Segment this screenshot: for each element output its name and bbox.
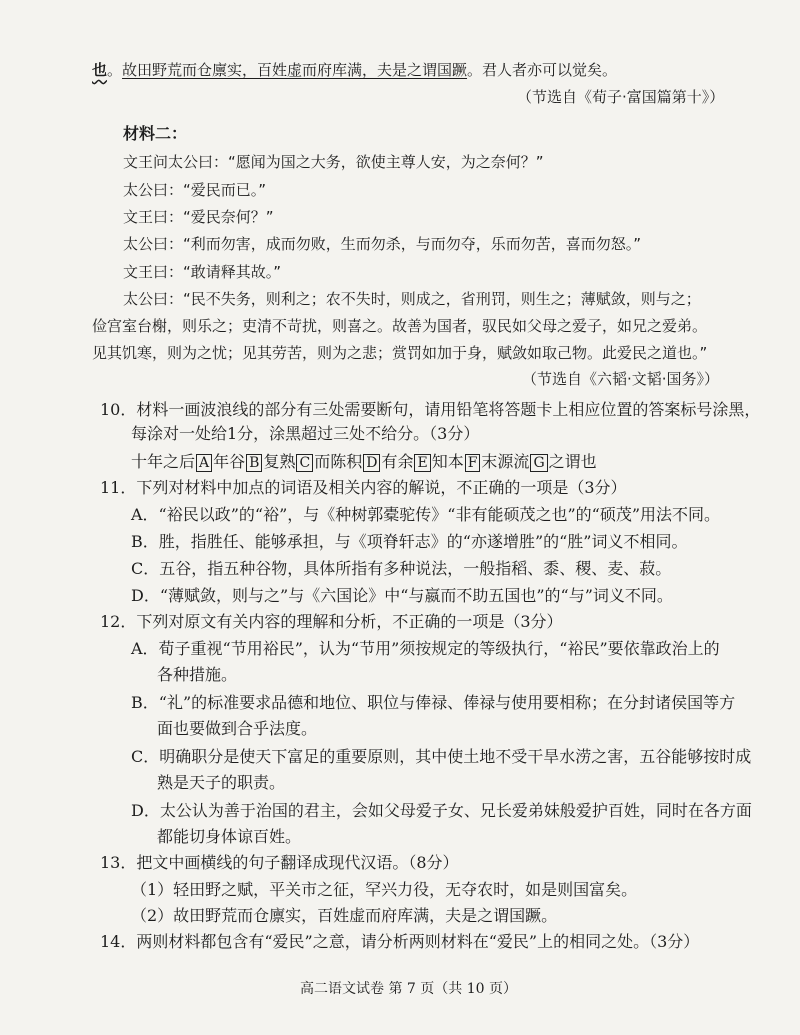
break-mark-d[interactable]: D (363, 454, 380, 472)
underlined-sentence: 故田野荒而仓廪实，百姓虚而府库满，夫是之谓国蹶 (122, 61, 468, 79)
source-liutao: （节选自《六韬·文韬·国务》） (522, 370, 720, 388)
segment: 十年之后 (131, 452, 196, 471)
segment: 复熟 (263, 452, 296, 471)
q13-stem: 13．把文中画横线的句子翻译成现代汉语。（8分） (100, 853, 459, 872)
q12-option-c-cont: 熟是天子的职责。 (157, 773, 286, 792)
q11-option-d[interactable]: D．“薄赋敛，则与之”与《六国论》中“与嬴而不助五国也”的“与”词义不同。 (131, 586, 673, 605)
break-mark-g[interactable]: G (530, 454, 547, 472)
break-mark-a[interactable]: A (196, 454, 212, 472)
material2-line: 俭宫室台榭，则乐之；吏清不苛扰，则喜之。故善为国者，驭民如父母之爱子，如兄之爱弟。 (92, 317, 708, 335)
line-tail: 。君人者亦可以觉矣。 (467, 61, 618, 79)
q12-option-d[interactable]: D．太公认为善于治国的君主，会如父母爱子女、兄长爱弟妹般爱护百姓，同时在各方面 (131, 801, 752, 820)
q12-option-a[interactable]: A．荀子重视“节用裕民”，认为“节用”须按规定的等级执行，“裕民”要依靠政治上的 (131, 639, 720, 658)
q12-option-d-cont: 都能切身体谅百姓。 (157, 827, 302, 846)
segment: 末源流 (481, 452, 530, 471)
material2-line: 太公曰：“民不失务，则利之；农不失时，则成之，省刑罚，则生之；薄赋敛，则与之； (123, 290, 701, 308)
material2-line: 文王问太公曰：“愿闻为国之大务，欲使主尊人安，为之奈何？” (123, 153, 544, 171)
break-mark-b[interactable]: B (246, 454, 262, 472)
break-mark-e[interactable]: E (414, 454, 430, 472)
material2-heading: 材料二： (123, 124, 188, 143)
q11-stem: 11．下列对材料中加点的词语及相关内容的解说，不正确的一项是（3分） (100, 478, 627, 497)
q10-stem: 10．材料一画波浪线的部分有三处需要断句，请用铅笔将答题卡上相应位置的答案标号涂黑， (100, 400, 761, 419)
q12-option-b-cont: 面也要做到合乎法度。 (157, 719, 318, 738)
material2-line: 太公曰：“利而勿害，成而勿败，生而勿杀，与而勿夺，乐而勿苦，喜而勿怒。” (123, 235, 642, 253)
q12-option-b[interactable]: B．“礼”的标准要求品德和地位、职位与俸禄、俸禄与使用要相称；在分封诸侯国等方 (131, 693, 736, 712)
break-mark-f[interactable]: F (465, 454, 481, 472)
q11-option-b[interactable]: B．胜，指胜任、能够承担，与《项脊轩志》的“亦遂增胜”的“胜”词义不相同。 (131, 532, 688, 551)
material1-end-line: 也。故田野荒而仓廪实，百姓虚而府库满，夫是之谓国蹶。君人者亦可以觉矣。 (92, 61, 618, 79)
break-mark-c[interactable]: C (296, 454, 313, 472)
segment: 知本 (431, 452, 464, 471)
segment: 之谓也 (548, 452, 597, 471)
q11-option-a[interactable]: A．“裕民以政”的“裕”，与《种树郭橐驼传》“非有能硕茂之也”的“硕茂”用法不同。 (131, 505, 720, 524)
material2-line: 文王曰：“爱民奈何？” (123, 208, 274, 226)
q13-sentence-2: （2）故田野荒而仓廪实，百姓虚而府库满，夫是之谓国蹶。 (131, 906, 558, 925)
q10-stem-cont: 每涂对一处给1分，涂黑超过三处不给分。（3分） (131, 424, 480, 443)
q14-stem: 14．两则材料都包含有“爱民”之意，请分析两则材料在“爱民”上的相同之处。（3分） (100, 932, 700, 951)
segment: 有余 (381, 452, 414, 471)
q11-option-c[interactable]: C．五谷，指五种谷物，具体所指有多种说法，一般指稻、黍、稷、麦、菽。 (131, 559, 672, 578)
page-footer: 高二语文试卷 第 7 页（共 10 页） (300, 981, 517, 997)
q12-option-c[interactable]: C．明确职分是使天下富足的重要原则，其中使土地不受干旱水涝之害，五谷能够按时成 (131, 747, 752, 766)
source-xunzi: （节选自《荀子·富国篇第十》） (517, 88, 725, 106)
q12-option-a-cont: 各种措施。 (157, 665, 238, 684)
q10-sentence (131, 452, 597, 472)
segment: 年谷 (213, 452, 246, 471)
material2-line: 见其饥寒，则为之忧；见其劳苦，则为之悲；赏罚如加于身，赋敛如取己物。此爱民之道也。” (92, 344, 708, 362)
wavy-word: 也 (92, 61, 108, 79)
material2-line: 文王曰：“敢请释其故。” (123, 263, 282, 281)
segment: 而陈积 (314, 452, 363, 471)
q13-sentence-1: （1）轻田野之赋，平关市之征，罕兴力役，无夺农时，如是则国富矣。 (131, 880, 638, 899)
material2-line: 太公曰：“爱民而已。” (123, 181, 267, 199)
q12-stem: 12．下列对原文有关内容的理解和分析，不正确的一项是（3分） (100, 612, 563, 631)
